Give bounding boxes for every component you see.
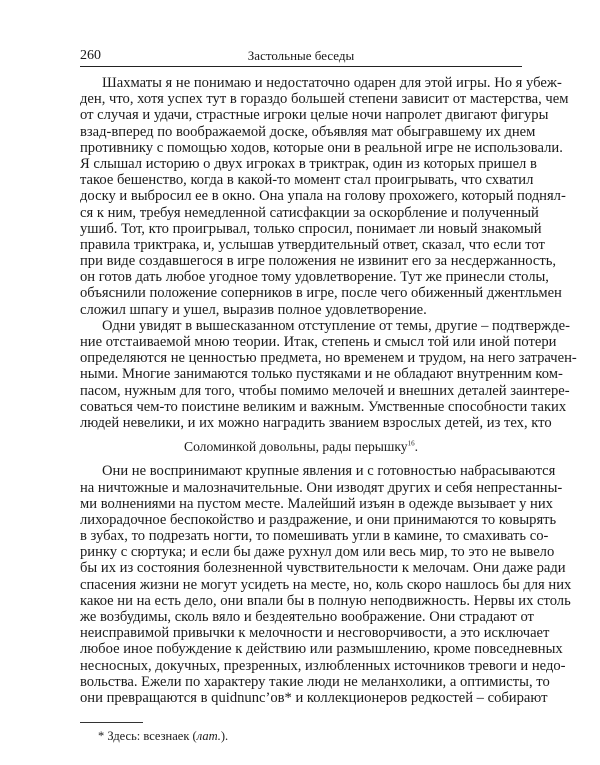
body-text bbox=[80, 75, 577, 706]
text-block-before-verse bbox=[80, 75, 577, 431]
footnote bbox=[98, 729, 228, 744]
footnote-text: * Здесь: всезнаек ( bbox=[98, 729, 197, 743]
text-line: вольства. Ежели по характеру такие люди не меланхолики, а оптимисты, то bbox=[80, 673, 550, 690]
text-line: Они не воспринимают крупные явления и с готовностью набрасываются bbox=[102, 463, 556, 480]
text-line: любое иное побуждение к действию или размышлению, кроме повседневных bbox=[80, 641, 563, 658]
text-line: ушиб. Тот, кто проигрывал, только спросил, понимает ли новый знакомый bbox=[80, 220, 542, 237]
text-line: Шахматы я не понимаю и недостаточно одарен для этой игры. Но я убеж- bbox=[102, 75, 562, 91]
text-line: пасом, нужным для того, чтобы помимо мелочей и внешних деталей заинтере- bbox=[80, 382, 570, 399]
text-line: ние отстаиваемой мною теории. Итак, степень и смысл той или иной потери bbox=[80, 334, 557, 350]
text-line: они превращаются в quidnunc’ов* и коллекционеров редкостей – собирают bbox=[80, 689, 548, 706]
paragraph bbox=[80, 463, 572, 706]
text-line: ринку с сюртука; и если бы даже рухнул дом или весь мир, то это не вывело bbox=[80, 544, 555, 561]
page-number: 260 bbox=[80, 48, 101, 63]
text-line: при виде создавшегося в игре положения не извинит его за несдержанность, bbox=[80, 253, 557, 270]
text-line: несносных, докучных, презренных, излюбленных источников тревоги и недо- bbox=[80, 657, 566, 674]
running-title: Застольные беседы bbox=[247, 48, 355, 63]
text-line: спасения жизни не могут усидеть на месте, но, коль скоро нашлось бы для них bbox=[80, 576, 572, 593]
text-block-after-verse bbox=[80, 463, 572, 706]
text-line: противнику с помощью ходов, которые они в реальной игре не использовали. bbox=[80, 139, 563, 156]
text-line: неисправимой привычки к мелочности и несговорчивости, а это исключает bbox=[80, 625, 550, 642]
text-line: определяются не ценностью предмета, но временем и трудом, на него затрачен- bbox=[80, 350, 577, 367]
verse-text: Соломинкой довольны, рады перышку bbox=[184, 439, 408, 455]
text-line: какое ни на есть дело, они впали бы в полную неподвижность. Нервы их столь bbox=[80, 592, 571, 609]
text-line: объяснили положение соперников в игре, после чего обиженный джентльмен bbox=[80, 285, 562, 302]
verse-quote bbox=[80, 439, 522, 455]
text-line: людей невелики, и их можно наградить званием взрослых детей, из тех, кто bbox=[80, 414, 552, 431]
text-line: ден, что, хотя успех тут в гораздо большей степени зависит от мастерства, чем bbox=[80, 91, 569, 108]
text-line: соваться чем-то поистине великим и важным. Умственные способности таких bbox=[80, 398, 567, 415]
text-line: он готов дать любое угодное тому удовлетворение. Тут же принесли столы, bbox=[80, 269, 549, 286]
text-line: ся к ним, требуя немедленной сатисфакции за оскорбление и полученный bbox=[80, 204, 539, 221]
footnote-end: ). bbox=[220, 729, 229, 743]
text-line: доску и выбросил ее в окно. Она упала на голову прохожего, который поднял- bbox=[80, 188, 566, 205]
text-line: на ничтожные и малозначительные. Они изводят других и себя непрестанны- bbox=[80, 479, 563, 496]
text-line: правила триктрака, и, услышав утвердительный ответ, сказал, что если тот bbox=[80, 236, 545, 253]
text-line: взад-вперед по воображаемой доске, объявляя мат обыгравшему их днем bbox=[80, 123, 536, 140]
text-line: такое бешенство, когда в какой-то момент стал проигрывать, что схватил bbox=[80, 172, 534, 189]
text-line: сложил шпагу и ушел, выразив полное удовлетворение. bbox=[80, 301, 427, 318]
running-header bbox=[80, 46, 522, 67]
footnote-divider bbox=[80, 722, 143, 723]
text-line: от случая и удачи, страстные игроки целые ночи напролет двигают фигуры bbox=[80, 107, 549, 124]
text-line: Одни увидят в вышесказанном отступление от темы, другие – подтвержде- bbox=[102, 317, 570, 334]
paragraph bbox=[80, 317, 577, 431]
text-line: ными. Многие занимаются только пустяками и не обладают внутренним ком- bbox=[80, 366, 563, 383]
footnote-abbr: лат. bbox=[196, 729, 221, 743]
verse-end: . bbox=[414, 439, 418, 455]
text-line: же возбудимы, сколь вяло и бездеятельно воображение. Они страдают от bbox=[80, 609, 534, 625]
paragraph bbox=[80, 75, 569, 318]
text-line: лихорадочное беспокойство и раздражение, и они принимаются то ковырять bbox=[80, 511, 557, 528]
text-line: ми волнениями на пустом месте. Малейший изъян в одежде вызывает у них bbox=[80, 495, 553, 512]
text-line: бы их из состояния болезненной чувствительности к мелочам. Они даже ради bbox=[80, 560, 566, 577]
text-line: в зубах, то подрезать ногти, то помешивать угли в камине, то смахивать со- bbox=[80, 528, 549, 545]
text-line: Я слышал историю о двух игроках в триктрак, один из которых пришел в bbox=[80, 155, 537, 172]
endnote-reference[interactable]: 16 bbox=[407, 439, 415, 448]
